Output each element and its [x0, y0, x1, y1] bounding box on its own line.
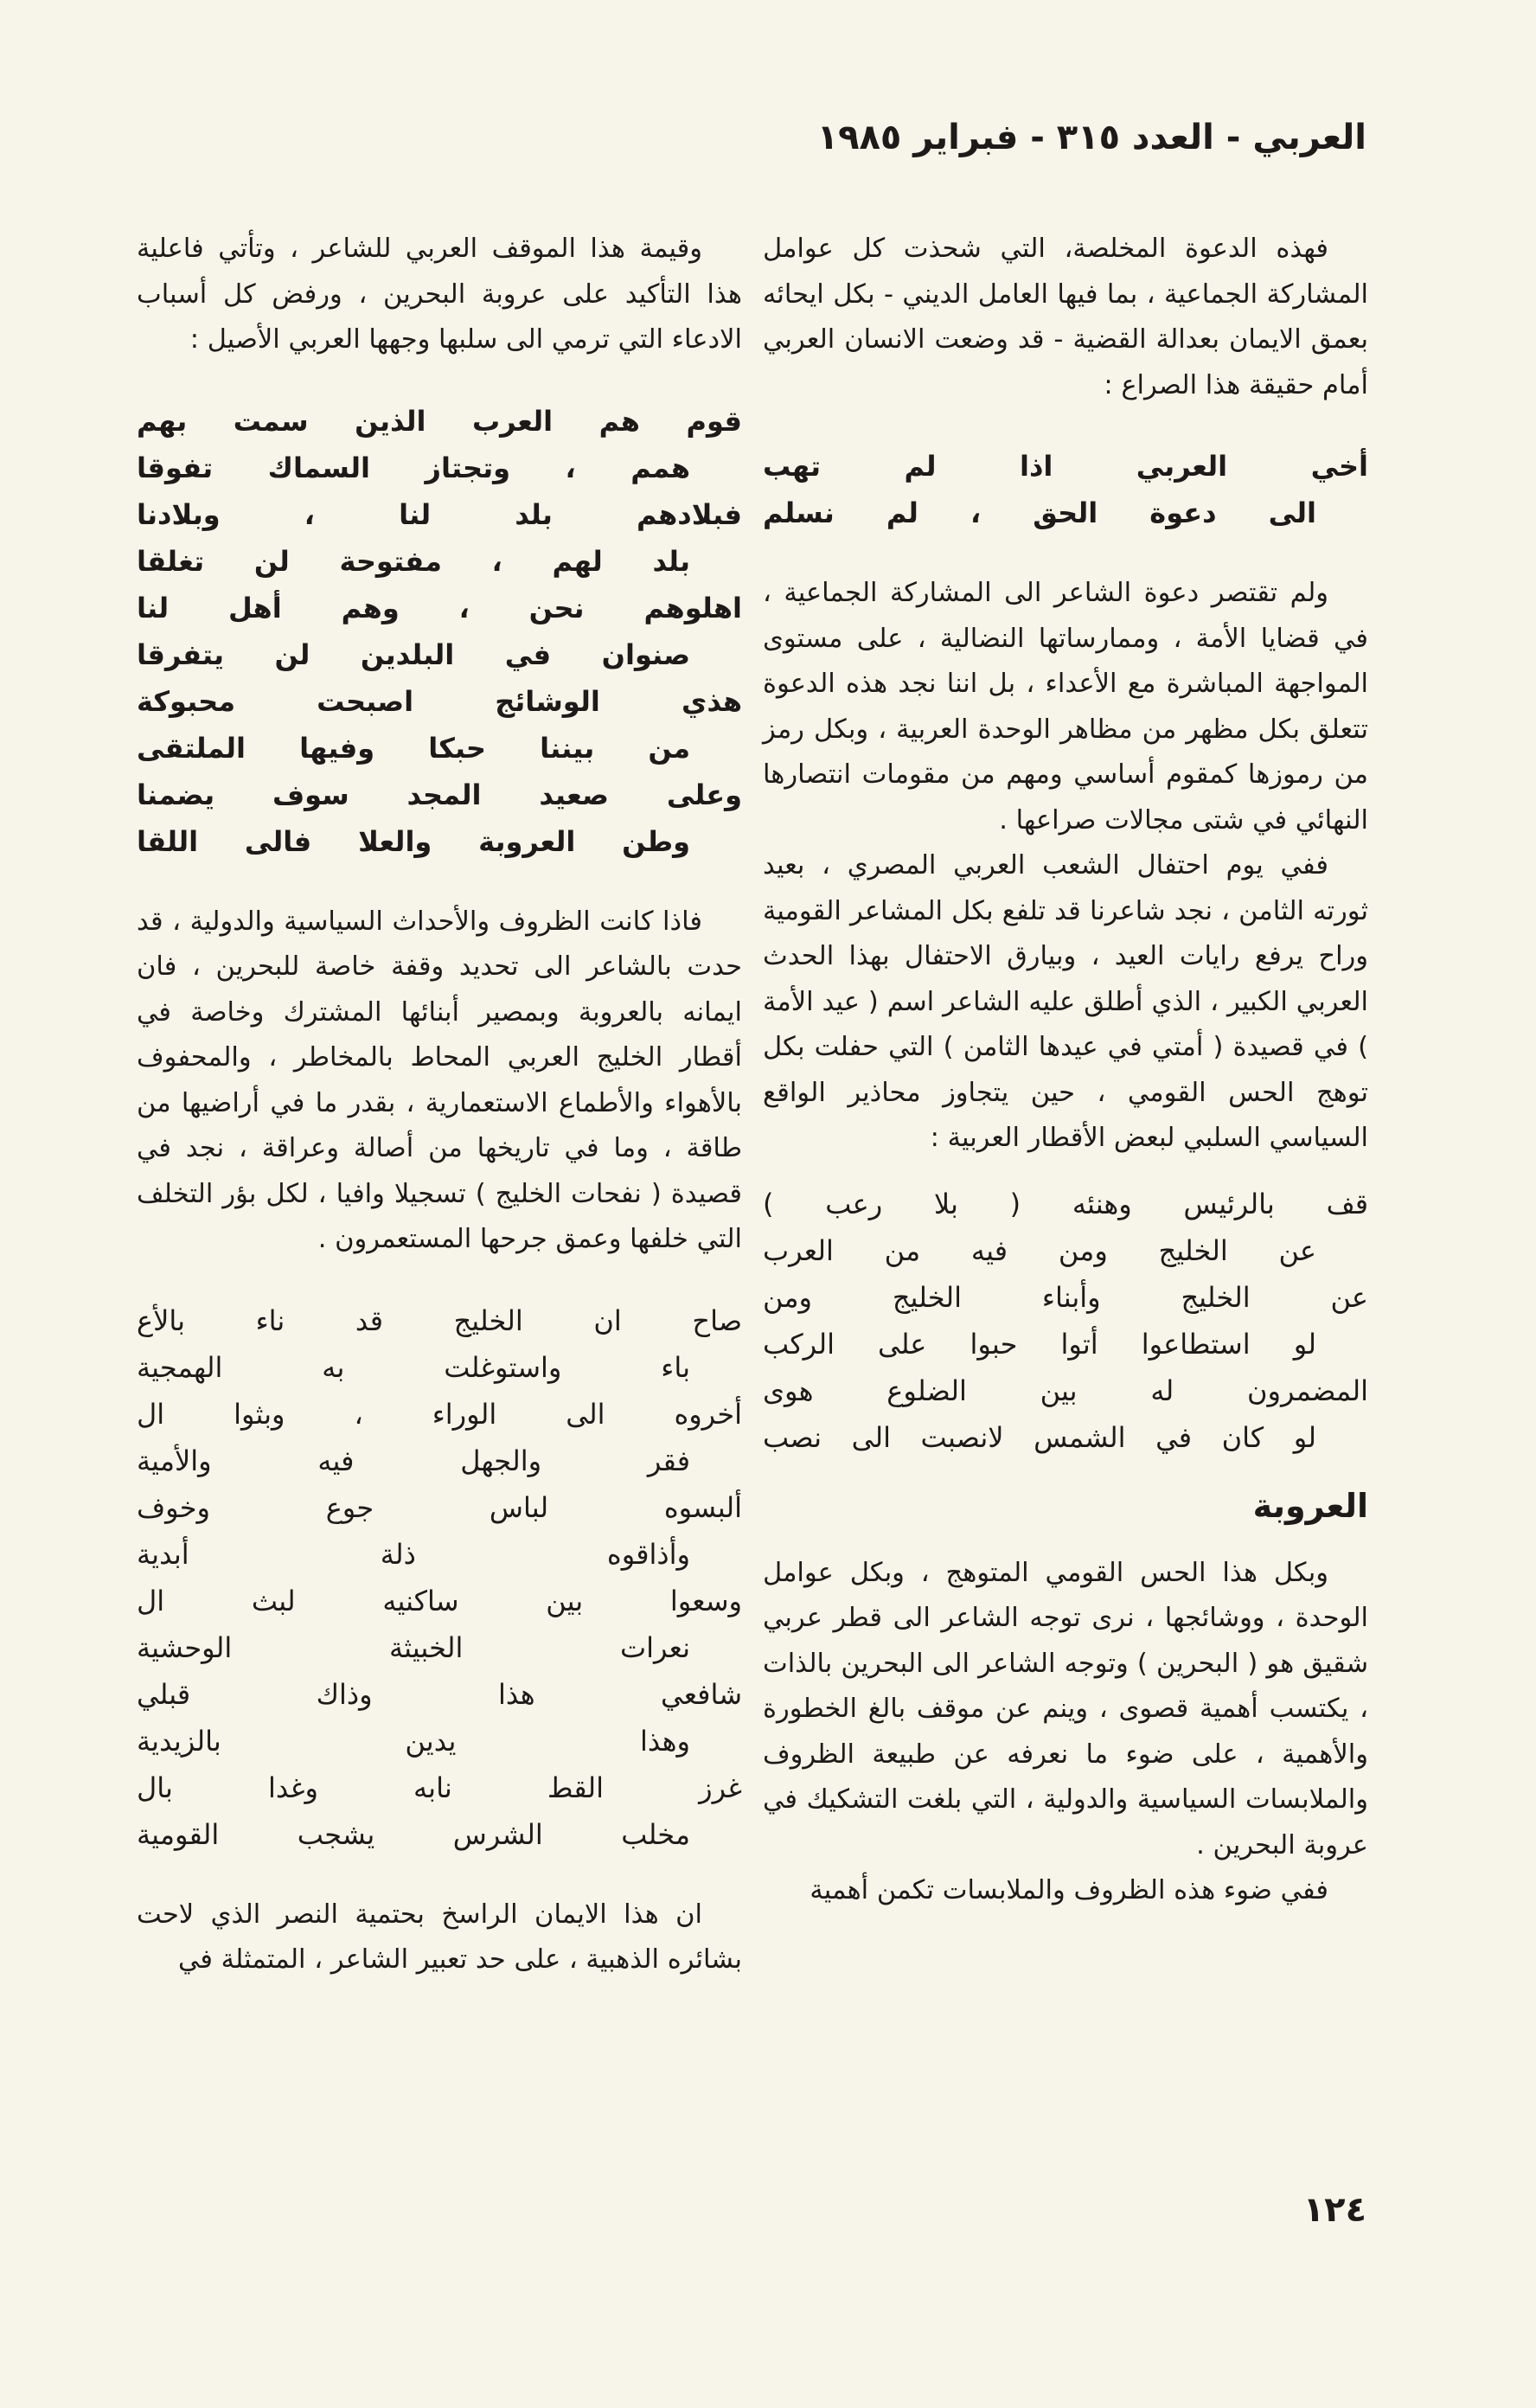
poem-line: أخروه الى الوراء ، وبثوا ال [137, 1397, 742, 1431]
right-column [763, 227, 1368, 1914]
poem-line: نعرات الخبيثة الوحشية [137, 1630, 690, 1664]
paragraph: ففي يوم احتفال الشعب العربي المصري ، بعيد ثورته الثامن ، نجد شاعرنا قد تلفع بكل المشاعر القومية وراح يرفع رايات العيد ، وبيارق الاحتفال بهذا الحدث العربي الكبير ، الذي أطلق عليه الشاعر اسم ( عيد الأمة ) في قصيدة ( أمتي في عيدها الثامن ) التي حفلت بكل توهج الحس القومي ، حين يتجاوز محاذير الواقع السياسي السلبي لبعض الأقطار العربية : [763, 850, 1368, 1153]
poem-line: اهلوهم نحن ، وهم أهل لنا [137, 591, 742, 624]
poem-line: الى دعوة الحق ، لم نسلم [763, 496, 1316, 529]
poem-stanza [763, 1181, 1368, 1461]
poem-line: صاح ان الخليج قد ناء بالأع [137, 1303, 742, 1337]
poem-line: فبلادهم بلد لنا ، وبلادنا [137, 497, 742, 531]
poem-line: وطن العروبة والعلا فالى اللقا [137, 824, 690, 858]
poem-line: لو استطاعوا أتوا حبوا على الركب [763, 1327, 1316, 1361]
poem-line: المضمرون له بين الضلوع هوى [763, 1374, 1368, 1407]
poem-line: شافعي هذا وذاك قبلي [137, 1677, 742, 1711]
poem-line: همم ، وتجتاز السماك تفوقا [137, 451, 690, 484]
poem-line: باء واستوغلت به الهمجية [137, 1350, 690, 1384]
poem-line: أخي العربي اذا لم تهب [763, 450, 1368, 483]
left-column [137, 227, 742, 1983]
poem-line: عن الخليج وأبناء الخليج ومن [763, 1280, 1368, 1314]
poem-line: قف بالرئيس وهنئه ( بلا رعب ) [763, 1187, 1368, 1220]
poem-line: وأذاقوه ذلة أبدية [137, 1537, 690, 1571]
poem-line: وسعوا بين ساكنيه لبث ال [137, 1584, 742, 1617]
poem-line: غرز القط نابه وغدا بال [137, 1771, 742, 1804]
poem-line: من بيننا حبكا وفيها الملتقى [137, 731, 690, 765]
poem-line: وعلى صعيد المجد سوف يضمنا [137, 778, 742, 811]
page-number: ١٢٤ [1302, 2190, 1366, 2230]
poem-line: فقر والجهل فيه والأمية [137, 1444, 690, 1477]
poem-line: قوم هم العرب الذين سمت بهم [137, 404, 742, 438]
poem-stanza [763, 443, 1368, 536]
poem-line: هذي الوشائج اصبحت محبوكة [137, 684, 742, 718]
poem-line: لو كان في الشمس لانصبت الى نصب [763, 1420, 1316, 1454]
section-heading: العروبة [1252, 1486, 1368, 1525]
poem-line: بلد لهم ، مفتوحة لن تغلقا [137, 544, 690, 578]
poem-line: صنوان في البلدين لن يتفرقا [137, 637, 690, 671]
paragraph: وقيمة هذا الموقف العربي للشاعر ، وتأتي فاعلية هذا التأكيد على عروبة البحرين ، ورفض كل أسباب الادعاء التي ترمي الى سلبها وجهها العربي الأصيل : [137, 234, 742, 355]
poem-line: وهذا يدين بالزيدية [137, 1724, 690, 1758]
poem-line: عن الخليج ومن فيه من العرب [763, 1233, 1316, 1267]
poem-stanza [137, 1297, 742, 1858]
paragraph: ففي ضوء هذه الظروف والملابسات تكمن أهمية [810, 1875, 1328, 1905]
poem-line: ألبسوه لباس جوع وخوف [137, 1490, 742, 1524]
paragraph: وبكل هذا الحس القومي المتوهج ، وبكل عوامل الوحدة ، ووشائجها ، نرى توجه الشاعر الى قطر عربي شقيق هو ( البحرين ) وتوجه الشاعر الى البحرين بالذات ، يكتسب أهمية قصوى ، وينم عن موقف بالغ الخطورة والأهمية ، على ضوء ما نعرفه عن طبيعة الظروف والملابسات السياسية والدولية ، التي بلغت التشكيك في عروبة البحرين . [763, 1557, 1368, 1860]
running-header: العربي - العدد ٣١٥ - فبراير ١٩٨٥ [816, 118, 1366, 157]
paragraph: فهذه الدعوة المخلصة، التي شحذت كل عوامل المشاركة الجماعية ، بما فيها العامل الديني - بكل ايحائه بعمق الايمان بعدالة القضية - قد وضعت الانسان العربي أمام حقيقة هذا الصراع : [763, 234, 1368, 400]
poem-line: مخلب الشرس يشجب القومية [137, 1817, 690, 1851]
paragraph: ولم تقتصر دعوة الشاعر الى المشاركة الجماعية ، في قضايا الأمة ، وممارساتها النضالية ، على مستوى المواجهة المباشرة مع الأعداء ، بل اننا نجد هذه الدعوة تتعلق بكل مظهر من مظاهر الوحدة العربية ، وبكل رمز من رموزها كمقوم أساسي ومهم من مقومات انتصارها النهائي في شتى مجالات صراعها . [763, 578, 1368, 836]
poem-stanza [137, 398, 742, 865]
paragraph: فاذا كانت الظروف والأحداث السياسية والدولية ، قد حدت بالشاعر الى تحديد وقفة خاصة للبحرين ، فان ايمانه بالعروبة وبمصير أبنائها المشترك وخاصة في أقطار الخليج العربي المحاط بالمخاطر ، والمحفوف بالأهواء والأطماع الاستعمارية ، بقدر ما في أراضيها من طاقة ، وما في تاريخها من أصالة وعراقة ، نجد في قصيدة ( نفحات الخليج ) تسجيلا وافيا ، لكل بؤر التخلف التي خلفها وعمق جرحها المستعمرون . [137, 906, 742, 1254]
paragraph: ان هذا الايمان الراسخ بحتمية النصر الذي لاحت بشائره الذهبية ، على حد تعبير الشاعر ، المتمثلة في [137, 1899, 742, 1975]
